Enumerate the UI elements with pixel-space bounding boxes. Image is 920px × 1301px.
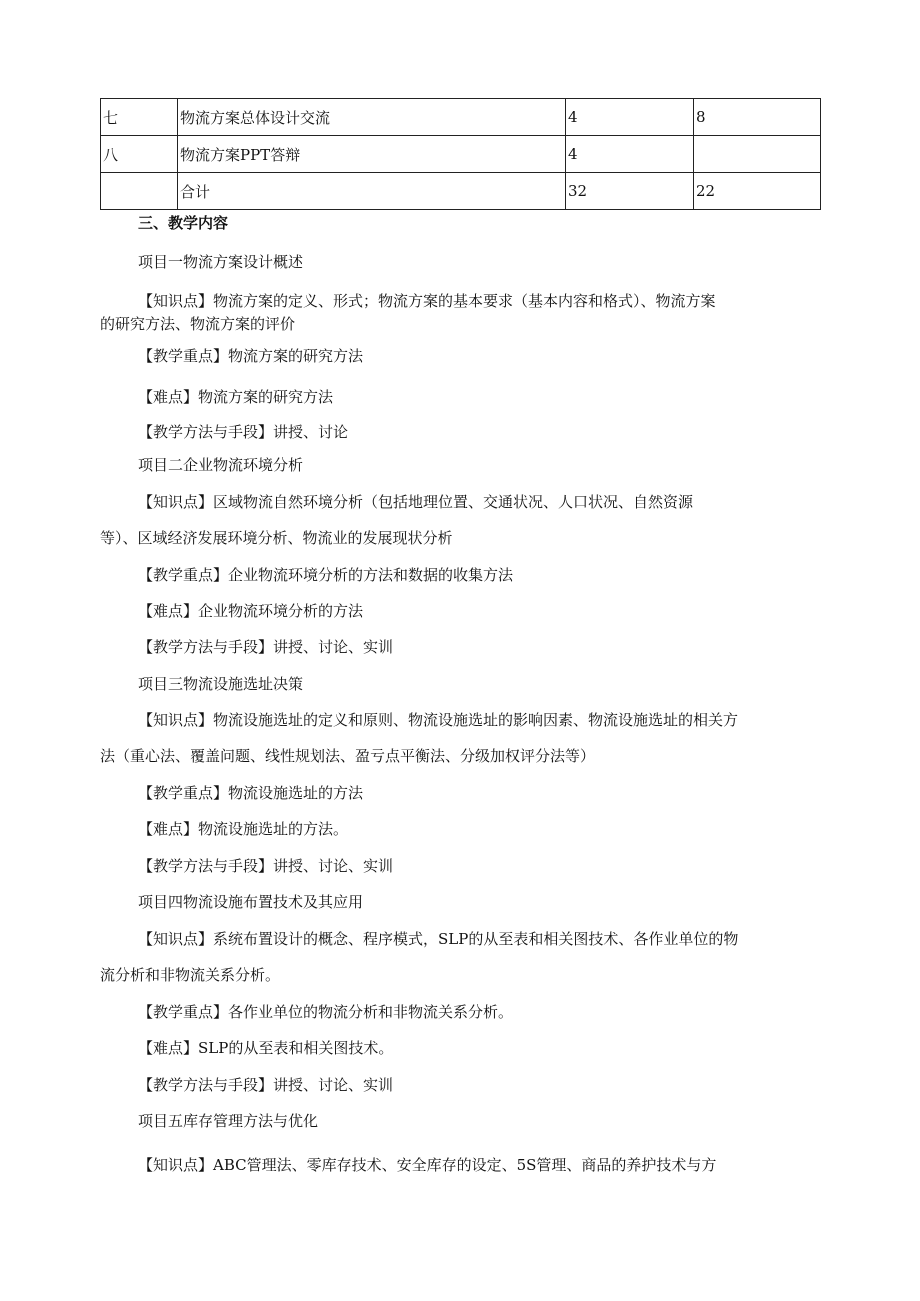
table-row bbox=[101, 99, 821, 136]
project-1-title: 项目一物流方案设计概述 bbox=[138, 253, 304, 271]
project-4-difficulty: 【难点】SLP的从至表和相关图技术。 bbox=[138, 1039, 394, 1057]
project-5-knowledge: 【知识点】ABC管理法、零库存技术、安全库存的设定、5S管理、商品的养护技术与方 bbox=[138, 1156, 717, 1174]
project-3-knowledge: 【知识点】物流设施选址的定义和原则、物流设施选址的影响因素、物流设施选址的相关方 bbox=[138, 711, 739, 729]
table-row-total bbox=[101, 173, 821, 210]
project-3-difficulty: 【难点】物流设施选址的方法。 bbox=[138, 820, 349, 838]
project-4-title: 项目四物流设施布置技术及其应用 bbox=[138, 893, 364, 911]
project-1-focus: 【教学重点】物流方案的研究方法 bbox=[138, 347, 364, 365]
project-3-knowledge-cont: 法（重心法、覆盖问题、线性规划法、盈亏点平衡法、分级加权评分法等） bbox=[100, 747, 596, 765]
project-1-knowledge: 【知识点】物流方案的定义、形式；物流方案的基本要求（基本内容和格式）、物流方案 bbox=[138, 292, 716, 310]
table-cell-hours-2: 22 bbox=[694, 173, 821, 210]
hours-table bbox=[100, 98, 821, 210]
project-2-difficulty: 【难点】企业物流环境分析的方法 bbox=[138, 602, 364, 620]
project-3-title: 项目三物流设施选址决策 bbox=[138, 675, 304, 693]
table-cell-hours-1: 32 bbox=[566, 173, 694, 210]
section-heading: 三、教学内容 bbox=[138, 214, 229, 232]
table-cell-name: 物流方案总体设计交流 bbox=[178, 99, 566, 136]
project-1-difficulty: 【难点】物流方案的研究方法 bbox=[138, 388, 334, 406]
table-cell-no: 八 bbox=[101, 136, 178, 173]
project-2-title: 项目二企业物流环境分析 bbox=[138, 456, 304, 474]
project-2-knowledge-cont: 等）、区域经济发展环境分析、物流业的发展现状分析 bbox=[100, 529, 453, 547]
project-2-focus: 【教学重点】企业物流环境分析的方法和数据的收集方法 bbox=[138, 566, 514, 584]
table-cell-name: 合计 bbox=[178, 173, 566, 210]
table-cell-hours-1: 4 bbox=[566, 99, 694, 136]
project-2-knowledge: 【知识点】区域物流自然环境分析（包括地理位置、交通状况、人口状况、自然资源 bbox=[138, 493, 694, 511]
project-3-method: 【教学方法与手段】讲授、讨论、实训 bbox=[138, 857, 394, 875]
table-cell-no bbox=[101, 173, 178, 210]
table-row bbox=[101, 136, 821, 173]
table-cell-no: 七 bbox=[101, 99, 178, 136]
project-3-focus: 【教学重点】物流设施选址的方法 bbox=[138, 784, 364, 802]
project-5-title: 项目五库存管理方法与优化 bbox=[138, 1112, 319, 1130]
table-cell-hours-1: 4 bbox=[566, 136, 694, 173]
project-1-knowledge-cont: 的研究方法、物流方案的评价 bbox=[100, 315, 296, 333]
project-4-knowledge-cont: 流分析和非物流关系分析。 bbox=[100, 966, 281, 984]
project-4-method: 【教学方法与手段】讲授、讨论、实训 bbox=[138, 1076, 394, 1094]
project-2-method: 【教学方法与手段】讲授、讨论、实训 bbox=[138, 638, 394, 656]
project-4-knowledge: 【知识点】系统布置设计的概念、程序模式，SLP的从至表和相关图技术、各作业单位的物 bbox=[138, 930, 739, 948]
project-1-method: 【教学方法与手段】讲授、讨论 bbox=[138, 423, 349, 441]
project-4-focus: 【教学重点】各作业单位的物流分析和非物流关系分析。 bbox=[138, 1003, 514, 1021]
table-cell-name: 物流方案PPT答辩 bbox=[178, 136, 566, 173]
table-cell-hours-2: 8 bbox=[694, 99, 821, 136]
table-cell-hours-2 bbox=[694, 136, 821, 173]
